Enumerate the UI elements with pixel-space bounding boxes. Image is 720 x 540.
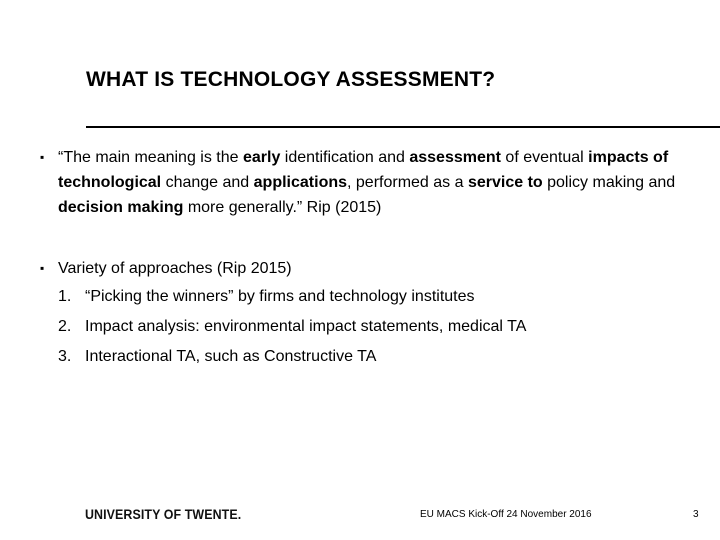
emphasis-text: decision making bbox=[58, 199, 184, 216]
list-item-text: “Picking the winners” by firms and technology institutes bbox=[85, 288, 475, 305]
body-text: policy making and bbox=[542, 174, 676, 191]
list-number: 1. bbox=[58, 288, 72, 305]
body-text: more generally.” Rip (2015) bbox=[183, 199, 382, 216]
emphasis-text: early bbox=[242, 149, 281, 166]
bullet-marker: ▪ bbox=[40, 261, 45, 275]
bullet-definition-text bbox=[58, 145, 698, 220]
body-text: of eventual bbox=[500, 149, 589, 166]
list-number: 2. bbox=[58, 318, 72, 335]
title-underline bbox=[86, 126, 720, 128]
list-item bbox=[58, 282, 526, 312]
footer-event-text: EU MACS Kick-Off 24 November 2016 bbox=[420, 509, 592, 520]
list-item-text: Interactional TA, such as Constructive TA bbox=[85, 348, 377, 365]
emphasis-text: assessment bbox=[409, 149, 501, 166]
emphasis-text: applications bbox=[253, 174, 348, 191]
list-item bbox=[58, 312, 526, 342]
list-item-text: Impact analysis: environmental impact statements, medical TA bbox=[85, 318, 527, 335]
body-text: change and bbox=[161, 174, 254, 191]
bullet-approaches-text: Variety of approaches (Rip 2015) bbox=[58, 260, 292, 277]
bullet-marker: ▪ bbox=[40, 150, 45, 164]
emphasis-text: service to bbox=[467, 174, 543, 191]
page-number: 3 bbox=[693, 509, 699, 520]
emphasis-text: impacts of technological bbox=[58, 149, 669, 191]
bullet-definition bbox=[40, 145, 698, 220]
slide-title: WHAT IS TECHNOLOGY ASSESSMENT? bbox=[86, 68, 496, 91]
body-text: identification and bbox=[280, 149, 410, 166]
list-number: 3. bbox=[58, 348, 72, 365]
university-logo: UNIVERSITY OF TWENTE. bbox=[85, 507, 242, 522]
approaches-list bbox=[58, 282, 526, 372]
list-item bbox=[58, 342, 526, 372]
bullet-approaches bbox=[40, 256, 698, 281]
body-text: , performed as a bbox=[347, 174, 468, 191]
body-text: “The main meaning is the bbox=[58, 149, 243, 166]
